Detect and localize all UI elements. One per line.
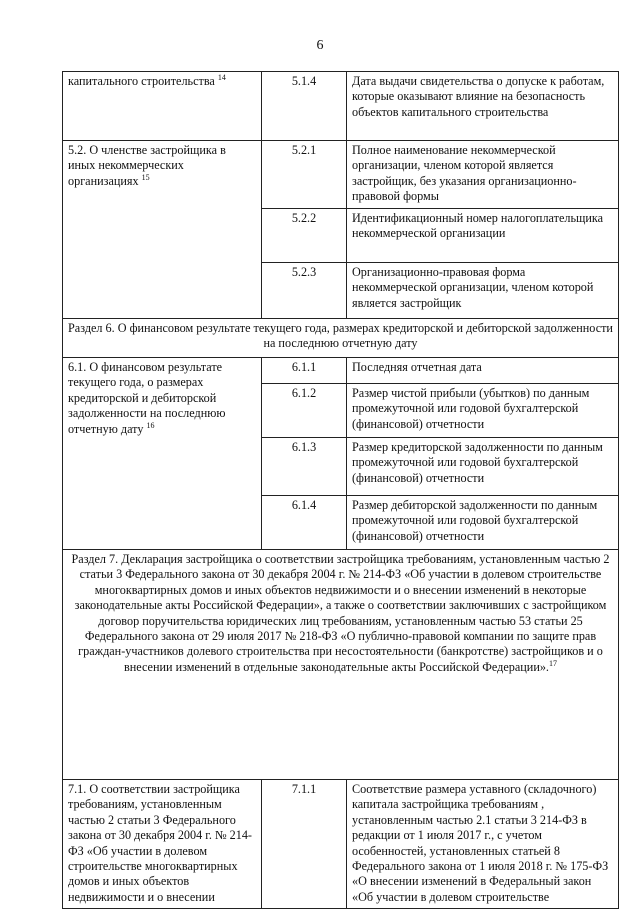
section-row [63,550,619,780]
item-number: 5.2.1 [262,141,347,209]
group-label-text: 5.2. О членстве застройщика в иных некоммерческих организациях [68,143,226,188]
item-description: Соответствие размера уставного (складочного) капитала застройщика требованиям , установленным частью 2.1 статьи 3 214-ФЗ в редакции от 1 июля 2017 г., с учетом особенностей, установленных статьей 8 Федерального закона от 1 июля 2018 г. № 175-ФЗ «О внесении изменений в Федеральный закон «Об участии в долевом строительстве [347,780,619,909]
page-number: 6 [316,38,324,53]
section-6-heading: Раздел 6. О финансовом результате текущего года, размерах кредиторской и дебиторской задолженности на последнюю отчетную дату [63,319,619,358]
group-label [63,358,262,550]
item-description: Размер кредиторской задолженности по данным промежуточной или годовой бухгалтерской (финансовой) отчетности [347,438,619,496]
footnote-ref: 17 [548,658,557,668]
table-row [63,72,619,141]
group-label-text: 6.1. О финансовом результате текущего года, о размерах кредиторской и дебиторской задолженности на последнюю отчетную дату [68,360,226,436]
table-row [63,780,619,909]
item-description: Идентификационный номер налогоплательщика некоммерческой организации [347,209,619,263]
item-number: 6.1.2 [262,384,347,438]
table-row [63,141,619,209]
item-number: 5.1.4 [262,72,347,141]
footnote-ref: 15 [141,172,150,182]
item-number: 5.2.2 [262,209,347,263]
section-7-heading [63,550,619,780]
item-description: Размер чистой прибыли (убытков) по данным промежуточной или годовой бухгалтерской (финансовой) отчетности [347,384,619,438]
item-description: Организационно-правовая форма некоммерческой организации, членом которой является застройщик [347,263,619,319]
item-description: Последняя отчетная дата [347,358,619,384]
footnote-ref: 14 [217,72,226,82]
item-number: 6.1.3 [262,438,347,496]
section-7-text: Раздел 7. Декларация застройщика о соответствии застройщика требованиям, установленным частью 2 статьи 3 Федерального закона от 30 декабря 2004 г. № 214-ФЗ «Об участии в долевом строительстве многоквартирных домов и иных объектов недвижимости и о внесении изменений в некоторые законодательные акты Российской Федерации», а также о соответствии заключивших с застройщиком договор поручительства юридических лиц требованиям, установленным частью 53 статьи 25 Федерального закона от 29 июля 2017 № 218-ФЗ «О публично-правовой компании по защите прав граждан-участников долевого строительства при несостоятельности (банкротстве) застройщиков и о внесении изменений в отдельные законодательные акты Российской Федерации». [71,552,610,674]
table-row [63,358,619,384]
item-description: Полное наименование некоммерческой организации, членом которой является застройщик, без указания организационно-правовой формы [347,141,619,209]
group-label-text: капитального строительства [68,74,215,88]
item-number: 6.1.4 [262,496,347,550]
group-label [63,72,262,141]
item-description: Дата выдачи свидетельства о допуске к работам, которые оказывают влияние на безопасность объектов капитального строительства [347,72,619,141]
declaration-table [62,71,619,909]
footnote-ref: 16 [146,420,155,430]
group-label [63,141,262,319]
item-number: 6.1.1 [262,358,347,384]
item-number: 5.2.3 [262,263,347,319]
item-description: Размер дебиторской задолженности по данным промежуточной или годовой бухгалтерской (финансовой) отчетности [347,496,619,550]
section-row [63,319,619,358]
item-number: 7.1.1 [262,780,347,909]
group-label: 7.1. О соответствии застройщика требованиям, установленным частью 2 статьи 3 Федерального закона от 30 декабря 2004 г. № 214-ФЗ «Об участии в долевом строительстве многоквартирных домов и иных объектов недвижимости и о внесении [63,780,262,909]
